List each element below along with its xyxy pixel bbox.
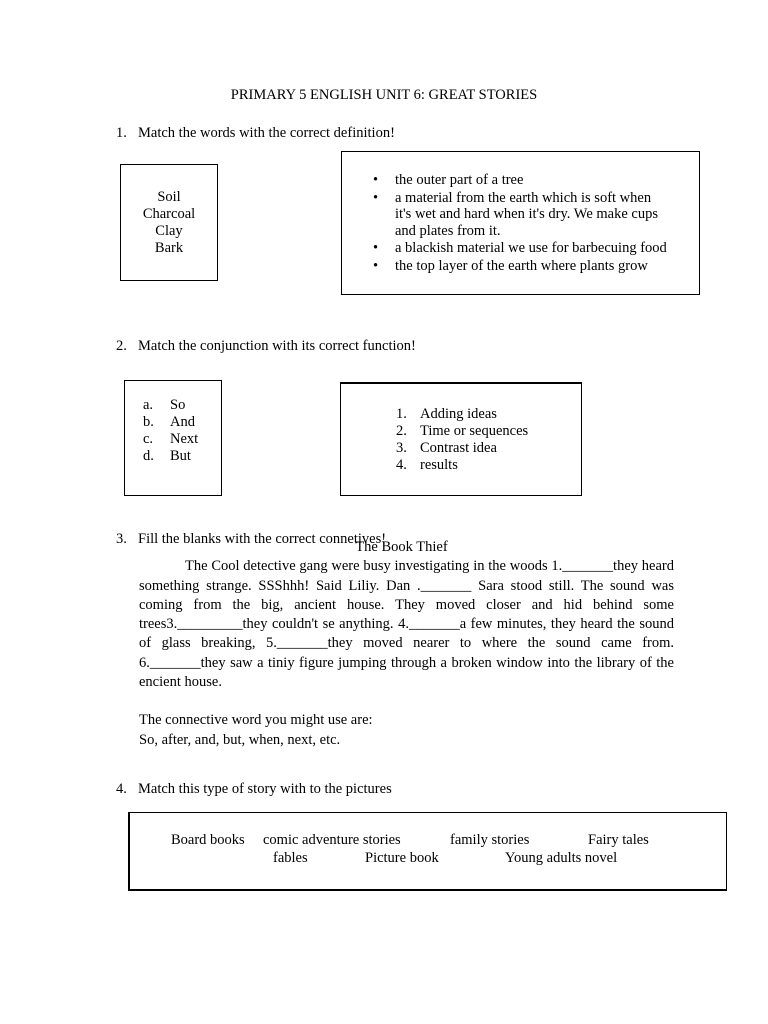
- question-number: 2.: [116, 338, 127, 354]
- definition-item: • a blackish material we use for barbecuing food: [368, 240, 668, 257]
- story-type: comic adventure stories: [263, 832, 401, 848]
- conjunction-item: b. And: [143, 414, 195, 430]
- question-prompt: Fill the blanks with the correct connetives!: [138, 531, 387, 547]
- word-item: Bark: [154, 240, 184, 256]
- definitions-box: [341, 151, 700, 295]
- question-prompt: Match the words with the correct definition!: [138, 125, 395, 141]
- story-text: The Cool detective gang were busy investigating in the woods 1._______they heard something strange. SSShhh! Said Liliy. Dan ._______ Sara stood still. The sound was coming from the big, ancient house. They moved closer and hid behind some trees3._________they couldn't se anything. 4._______a few minutes, they heard the sound of glass breaking, 5._______they moved nearer to where the sound came from. 6._______they saw a tiniy figure jumping through a broken window into the library of the encient house.: [139, 558, 674, 691]
- page-title: PRIMARY 5 ENGLISH UNIT 6: GREAT STORIES: [230, 87, 538, 103]
- word-item: Clay: [155, 223, 183, 239]
- word-item: Charcoal: [142, 206, 196, 222]
- hint-words: So, after, and, but, when, next, etc.: [139, 731, 341, 748]
- question-prompt: Match the conjunction with its correct function!: [138, 338, 416, 354]
- story-types-box: [128, 812, 727, 891]
- story-type: Picture book: [365, 850, 439, 866]
- functions-box: [340, 382, 582, 496]
- story-type: Fairy tales: [588, 832, 649, 848]
- function-item: 4. results: [396, 457, 458, 473]
- function-item: 3. Contrast idea: [396, 440, 497, 456]
- question-number: 4.: [116, 781, 127, 797]
- conjunction-item: a. So: [143, 397, 186, 413]
- conjunction-item: c. Next: [143, 431, 199, 447]
- conjunctions-box: [124, 380, 222, 496]
- function-item: 2. Time or sequences: [396, 423, 529, 439]
- definition-item: • the outer part of a tree: [368, 172, 668, 189]
- story-type: fables: [273, 850, 308, 866]
- definition-item: • a material from the earth which is soft when it's wet and hard when it's dry. We make cups and plates from it.: [368, 190, 668, 240]
- function-item: 1. Adding ideas: [396, 406, 497, 422]
- definition-item: • the top layer of the earth where plants grow: [368, 258, 668, 275]
- words-box: [120, 164, 218, 281]
- question-number: 1.: [116, 125, 127, 141]
- question-1: [116, 125, 395, 142]
- hint-line: The connective word you might use are:: [139, 712, 373, 729]
- story-type: Young adults novel: [505, 850, 618, 866]
- word-item: Soil: [157, 189, 181, 205]
- story-type: family stories: [450, 832, 530, 848]
- conjunction-item: d. But: [143, 448, 191, 464]
- story-passage: [139, 538, 674, 750]
- question-number: 3.: [116, 531, 127, 547]
- question-prompt: Match this type of story with to the pictures: [138, 781, 392, 797]
- question-2: [116, 338, 416, 355]
- story-type: Board books: [171, 832, 245, 848]
- question-4: [116, 781, 392, 798]
- story-title: The Book Thief: [355, 539, 448, 555]
